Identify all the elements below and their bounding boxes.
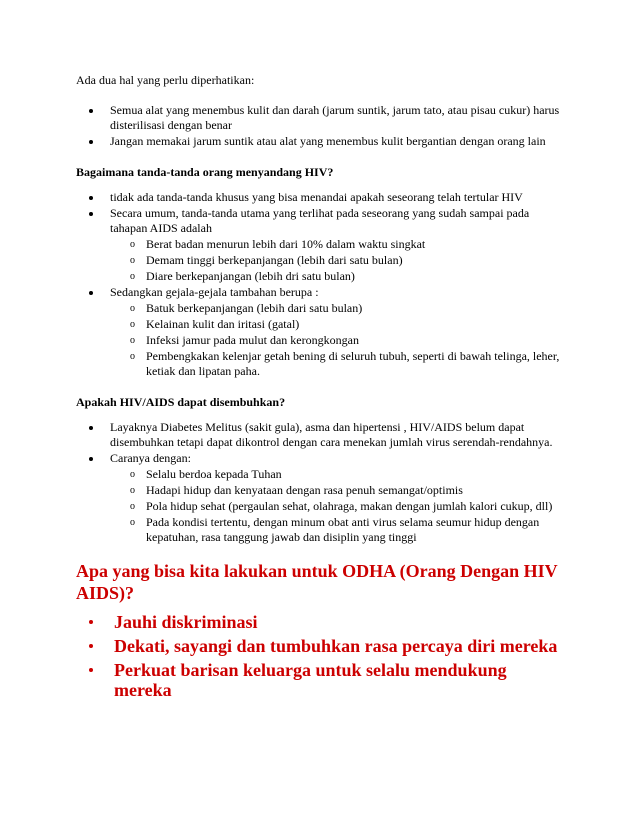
sub-list-item: o Kelainan kulit dan iritasi (gatal) xyxy=(130,317,300,331)
intro-list xyxy=(76,103,568,149)
sub-list-item: o Infeksi jamur pada mulut dan kerongkongan xyxy=(130,333,359,347)
bullet-icon xyxy=(89,668,93,672)
sub-list-item: o Diare berkepanjangan (lebih dri satu bulan) xyxy=(130,269,355,283)
bullet-icon xyxy=(89,196,93,200)
list-item: Sedangkan gejala-gejala tambahan berupa : o Batuk berkepanjangan (lebih dari satu bulan) o Kelainan kulit dan iritasi (gatal) o Infeksi jamur pada mulut dan kerongkongan o Pembengkakan kelenjar getah bening di seluruh tubuh, seperti di bawah telinga, leher, ketiak dan lipatan paha. xyxy=(76,285,568,379)
sub-list-item: o Selalu berdoa kepada Tuhan xyxy=(130,467,282,481)
bullet-icon xyxy=(89,426,93,430)
circle-bullet-icon: o xyxy=(130,239,135,250)
list-item: Layaknya Diabetes Melitus (sakit gula), asma dan hipertensi , HIV/AIDS belum dapat disembuhkan tetapi dapat dikontrol dengan cara menekan jumlah virus serendah-rendahnya. xyxy=(76,420,568,450)
section-heading-odha: Apa yang bisa kita lakukan untuk ODHA (Orang Dengan HIV AIDS)? xyxy=(76,561,558,603)
list-item: Dekati, sayangi dan tumbuhkan rasa percaya diri mereka xyxy=(76,636,568,656)
sub-list-item: o Batuk berkepanjangan (lebih dari satu bulan) xyxy=(130,301,363,315)
section-heading-signs: Bagaimana tanda-tanda orang menyandang HIV? xyxy=(76,165,334,179)
list-item: Secara umum, tanda-tanda utama yang terlihat pada seseorang yang sudah sampai pada tahapan AIDS adalah o Berat badan menurun lebih dari 10% dalam waktu singkat o Demam tinggi berkepanjangan (lebih dari satu bulan) o Diare berkepanjangan (lebih dri satu bulan) xyxy=(76,206,568,284)
section-heading-cure: Apakah HIV/AIDS dapat disembuhkan? xyxy=(76,395,286,409)
list-item: tidak ada tanda-tanda khusus yang bisa menandai apakah seseorang telah tertular HIV xyxy=(76,190,568,205)
bullet-icon xyxy=(89,620,93,624)
circle-bullet-icon: o xyxy=(130,335,135,346)
additional-symptoms-sublist xyxy=(110,301,568,379)
sub-list-item: o Pada kondisi tertentu, dengan minum obat anti virus selama seumur hidup dengan kepatuhan, rasa tanggung jawab dan disiplin yang tinggi xyxy=(130,515,540,544)
cure-methods-sublist xyxy=(110,467,568,545)
sub-list-item: o Berat badan menurun lebih dari 10% dalam waktu singkat xyxy=(130,237,426,251)
cure-list xyxy=(76,420,568,545)
circle-bullet-icon: o xyxy=(130,319,135,330)
circle-bullet-icon: o xyxy=(130,501,135,512)
circle-bullet-icon: o xyxy=(130,271,135,282)
sub-list-item: o Demam tinggi berkepanjangan (lebih dari satu bulan) xyxy=(130,253,403,267)
bullet-icon xyxy=(89,109,93,113)
aids-signs-sublist xyxy=(110,237,568,284)
circle-bullet-icon: o xyxy=(130,469,135,480)
list-item: Semua alat yang menembus kulit dan darah (jarum suntik, jarum tato, atau pisau cukur) harus disterilisasi dengan benar xyxy=(76,103,568,133)
circle-bullet-icon: o xyxy=(130,351,135,362)
list-item: Jauhi diskriminasi xyxy=(76,612,568,632)
signs-list xyxy=(76,190,568,379)
circle-bullet-icon: o xyxy=(130,303,135,314)
bullet-icon xyxy=(89,212,93,216)
list-item: Perkuat barisan keluarga untuk selalu mendukung mereka xyxy=(76,660,568,700)
intro-text: Ada dua hal yang perlu diperhatikan: xyxy=(76,73,255,87)
sub-list-item: o Pola hidup sehat (pergaulan sehat, olahraga, makan dengan jumlah kalori cukup, dll) xyxy=(130,499,553,513)
bullet-icon xyxy=(89,140,93,144)
sub-list-item: o Hadapi hidup dan kenyataan dengan rasa penuh semangat/optimis xyxy=(130,483,463,497)
odha-list xyxy=(76,612,568,700)
list-item: Jangan memakai jarum suntik atau alat yang menembus kulit bergantian dengan orang lain xyxy=(76,134,568,149)
circle-bullet-icon: o xyxy=(130,517,135,528)
circle-bullet-icon: o xyxy=(130,485,135,496)
bullet-icon xyxy=(89,291,93,295)
list-item: Caranya dengan: o Selalu berdoa kepada Tuhan o Hadapi hidup dan kenyataan dengan rasa penuh semangat/optimis o Pola hidup sehat (pergaulan sehat, olahraga, makan dengan jumlah kalori cukup, dll) o Pada kondisi tertentu, dengan minum obat anti virus selama seumur hidup dengan kepatuhan, rasa tanggung jawab dan disiplin yang tinggi xyxy=(76,451,568,545)
circle-bullet-icon: o xyxy=(130,255,135,266)
sub-list-item: o Pembengkakan kelenjar getah bening di seluruh tubuh, seperti di bawah telinga, leher, ketiak dan lipatan paha. xyxy=(130,349,560,378)
bullet-icon xyxy=(89,644,93,648)
bullet-icon xyxy=(89,457,93,461)
